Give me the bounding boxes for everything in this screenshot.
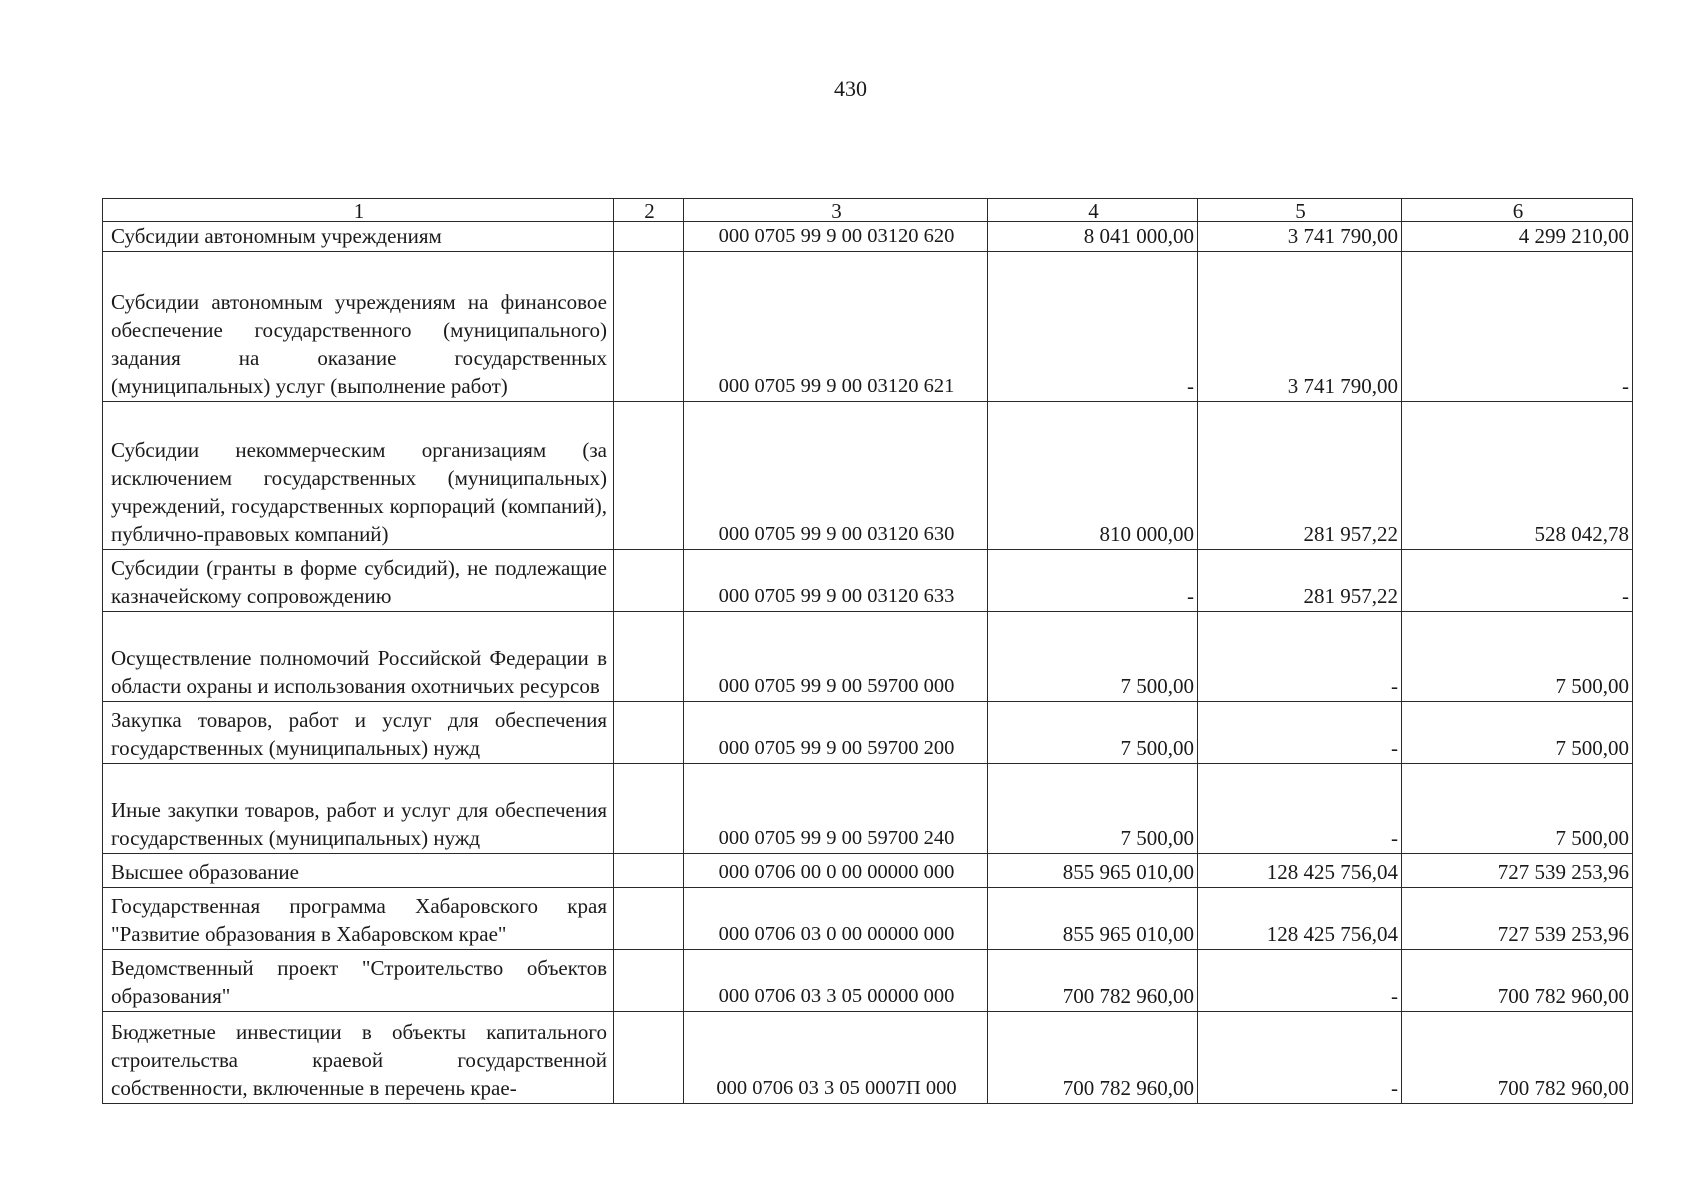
row-code: 000 0705 99 9 00 59700 200 — [684, 702, 988, 764]
row-value-6: 7 500,00 — [1402, 612, 1633, 702]
row-value-6: - — [1402, 252, 1633, 402]
row-code: 000 0705 99 9 00 03120 630 — [684, 402, 988, 550]
row-value-4: 7 500,00 — [988, 612, 1198, 702]
row-value-4: 7 500,00 — [988, 702, 1198, 764]
table-row — [103, 222, 1633, 252]
table-row — [103, 764, 1633, 854]
header-col-3: 3 — [684, 199, 988, 222]
row-col2 — [614, 702, 684, 764]
row-name: Осуществление полномочий Российской Федерации в области охраны и использования охотничьих ресурсов — [103, 612, 614, 702]
row-name: Иные закупки товаров, работ и услуг для обеспечения государственных (муниципальных) нужд — [103, 764, 614, 854]
row-value-6: 7 500,00 — [1402, 702, 1633, 764]
row-col2 — [614, 854, 684, 888]
row-value-5: - — [1198, 950, 1402, 1012]
table-row — [103, 950, 1633, 1012]
header-col-5: 5 — [1198, 199, 1402, 222]
row-value-4: 810 000,00 — [988, 402, 1198, 550]
row-col2 — [614, 1012, 684, 1104]
row-value-4: 7 500,00 — [988, 764, 1198, 854]
row-col2 — [614, 402, 684, 550]
row-value-6: 4 299 210,00 — [1402, 222, 1633, 252]
row-value-5: 3 741 790,00 — [1198, 252, 1402, 402]
row-value-6: 727 539 253,96 — [1402, 888, 1633, 950]
row-value-5: - — [1198, 764, 1402, 854]
table-row — [103, 1012, 1633, 1104]
table-row — [103, 550, 1633, 612]
row-name: Субсидии автономным учреждениям — [103, 222, 614, 252]
table-row — [103, 612, 1633, 702]
row-value-4: - — [988, 550, 1198, 612]
row-value-5: 3 741 790,00 — [1198, 222, 1402, 252]
row-value-4: 700 782 960,00 — [988, 1012, 1198, 1104]
header-col-4: 4 — [988, 199, 1198, 222]
row-name: Субсидии некоммерческим организациям (за исключением государственных (муниципальных) учреждений, государственных корпораций (компаний), публично-правовых компаний) — [103, 402, 614, 550]
table-row — [103, 854, 1633, 888]
row-col2 — [614, 222, 684, 252]
table-row — [103, 702, 1633, 764]
row-value-6: 700 782 960,00 — [1402, 1012, 1633, 1104]
row-name: Высшее образование — [103, 854, 614, 888]
row-code: 000 0705 99 9 00 59700 240 — [684, 764, 988, 854]
row-value-5: - — [1198, 702, 1402, 764]
row-value-4: 855 965 010,00 — [988, 888, 1198, 950]
row-name: Субсидии автономным учреждениям на финансовое обеспечение государственного (муниципального) задания на оказание государственных (муниципальных) услуг (выполнение работ) — [103, 252, 614, 402]
row-value-6: 727 539 253,96 — [1402, 854, 1633, 888]
row-value-4: 8 041 000,00 — [988, 222, 1198, 252]
row-value-4: - — [988, 252, 1198, 402]
row-col2 — [614, 252, 684, 402]
row-value-5: 128 425 756,04 — [1198, 854, 1402, 888]
row-code: 000 0705 99 9 00 03120 633 — [684, 550, 988, 612]
row-col2 — [614, 550, 684, 612]
page-number: 430 — [834, 76, 867, 101]
row-code: 000 0705 99 9 00 03120 621 — [684, 252, 988, 402]
table-row — [103, 252, 1633, 402]
row-code: 000 0705 99 9 00 59700 000 — [684, 612, 988, 702]
row-col2 — [614, 764, 684, 854]
row-code: 000 0706 03 0 00 00000 000 — [684, 888, 988, 950]
table-row — [103, 888, 1633, 950]
row-value-5: - — [1198, 1012, 1402, 1104]
row-code: 000 0706 03 3 05 00000 000 — [684, 950, 988, 1012]
row-name: Субсидии (гранты в форме субсидий), не подлежащие казначейскому сопровождению — [103, 550, 614, 612]
row-value-6: 528 042,78 — [1402, 402, 1633, 550]
row-name: Закупка товаров, работ и услуг для обеспечения государственных (муниципальных) нужд — [103, 702, 614, 764]
row-value-6: - — [1402, 550, 1633, 612]
row-value-5: 128 425 756,04 — [1198, 888, 1402, 950]
row-value-6: 7 500,00 — [1402, 764, 1633, 854]
header-row — [103, 199, 1633, 222]
row-value-5: 281 957,22 — [1198, 402, 1402, 550]
row-code: 000 0706 03 3 05 0007П 000 — [684, 1012, 988, 1104]
row-col2 — [614, 888, 684, 950]
header-col-6: 6 — [1402, 199, 1633, 222]
budget-table — [102, 198, 1633, 1104]
table-row — [103, 402, 1633, 550]
row-col2 — [614, 950, 684, 1012]
header-col-1: 1 — [103, 199, 614, 222]
row-name: Бюджетные инвестиции в объекты капитального строительства краевой государственной собственности, включенные в перечень крае- — [103, 1012, 614, 1104]
row-value-5: - — [1198, 612, 1402, 702]
row-value-5: 281 957,22 — [1198, 550, 1402, 612]
row-value-4: 700 782 960,00 — [988, 950, 1198, 1012]
row-value-4: 855 965 010,00 — [988, 854, 1198, 888]
row-name: Ведомственный проект "Строительство объектов образования" — [103, 950, 614, 1012]
row-code: 000 0705 99 9 00 03120 620 — [684, 222, 988, 252]
row-code: 000 0706 00 0 00 00000 000 — [684, 854, 988, 888]
header-col-2: 2 — [614, 199, 684, 222]
row-value-6: 700 782 960,00 — [1402, 950, 1633, 1012]
row-name: Государственная программа Хабаровского края "Развитие образования в Хабаровском крае" — [103, 888, 614, 950]
row-col2 — [614, 612, 684, 702]
